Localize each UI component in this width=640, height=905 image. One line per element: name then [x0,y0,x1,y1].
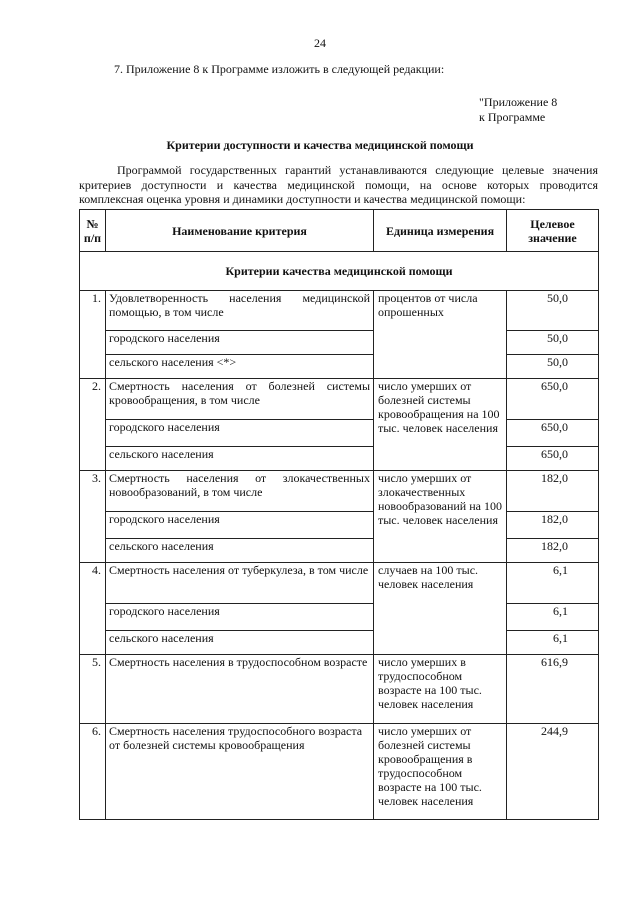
criterion-name: Смертность населения от злокачественных новообразований, в том числе [106,471,374,512]
document-title: Критерии доступности и качества медицинской помощи [166,138,474,152]
target-value: 244,9 [507,724,599,820]
table-row [80,471,599,512]
header-num-line2: п/п [83,230,102,245]
table-row [80,563,599,604]
table-subrow [80,631,599,655]
row-number: 5. [80,655,106,724]
header-value-line1: Целевое [530,216,575,231]
table-row [80,291,599,331]
target-value: 6,1 [507,563,599,604]
criterion-unit: число умерших в трудоспособном возрасте на 100 тыс. человек населения [374,655,507,724]
header-value-line2: значение [528,230,577,245]
table-subrow [80,355,599,379]
table-subrow [80,512,599,539]
table-row [80,724,599,820]
criterion-name: Смертность населения трудоспособного возраста от болезней системы кровообращения [106,724,374,820]
criterion-subname: городского населения [106,420,374,447]
table-subrow [80,539,599,563]
table-row [80,379,599,420]
criterion-unit: число умерших от болезней системы кровообращения в трудоспособном возрасте на 100 тыс. человек населения [374,724,507,820]
row-number: 4. [80,563,106,655]
target-value: 650,0 [507,447,599,471]
header-value [507,210,599,252]
criteria-table [79,209,599,820]
row-number: 2. [80,379,106,471]
criterion-unit: число умерших от злокачественных новообразований на 100 тыс. человек населения [374,471,507,563]
criterion-subname: городского населения [106,512,374,539]
criterion-subname: сельского населения <*> [106,355,374,379]
target-value: 50,0 [507,331,599,355]
criterion-subname: сельского населения [106,447,374,471]
annex-reference [479,95,557,125]
table-row [80,655,599,724]
row-number: 3. [80,471,106,563]
target-value: 6,1 [507,631,599,655]
criterion-subname: городского населения [106,604,374,631]
target-value: 50,0 [507,291,599,331]
target-value: 182,0 [507,539,599,563]
table-header-row [80,210,599,252]
target-value: 650,0 [507,379,599,420]
target-value: 650,0 [507,420,599,447]
header-num [80,210,106,252]
target-value: 50,0 [507,355,599,379]
criterion-unit: процентов от числа опрошенных [374,291,507,379]
criterion-name: Смертность населения от болезней системы кровообращения, в том числе [106,379,374,420]
header-name: Наименование критерия [106,210,374,252]
target-value: 182,0 [507,471,599,512]
criterion-subname: сельского населения [106,631,374,655]
intro-line: 7. Приложение 8 к Программе изложить в следующей редакции: [114,62,445,76]
annex-line-2: к Программе [479,110,546,124]
target-value: 616,9 [507,655,599,724]
criterion-name: Смертность населения в трудоспособном возрасте [106,655,374,724]
page-number: 24 [314,36,326,50]
target-value: 6,1 [507,604,599,631]
header-unit: Единица измерения [374,210,507,252]
intro-paragraph: Программой государственных гарантий устанавливаются следующие целевые значения критериев доступности и качества медицинской помощи, на основе которых проводится комплексная оценка уровня и динамики доступности и качества медицинской помощи: [79,163,598,206]
criterion-subname: сельского населения [106,539,374,563]
table-subrow [80,420,599,447]
annex-line-1: "Приложение 8 [479,95,558,109]
table-subrow [80,447,599,471]
criterion-unit: число умерших от болезней системы кровообращения на 100 тыс. человек населения [374,379,507,471]
criterion-name: Удовлетворенность населения медицинской помощью, в том числе [106,291,374,331]
section-title: Критерии качества медицинской помощи [80,252,599,291]
section-row [80,252,599,291]
row-number: 1. [80,291,106,379]
criterion-subname: городского населения [106,331,374,355]
criterion-unit: случаев на 100 тыс. человек населения [374,563,507,655]
row-number: 6. [80,724,106,820]
target-value: 182,0 [507,512,599,539]
table-subrow [80,331,599,355]
criterion-name: Смертность населения от туберкулеза, в том числе [106,563,374,604]
table-subrow [80,604,599,631]
header-num-line1: № [86,216,99,231]
